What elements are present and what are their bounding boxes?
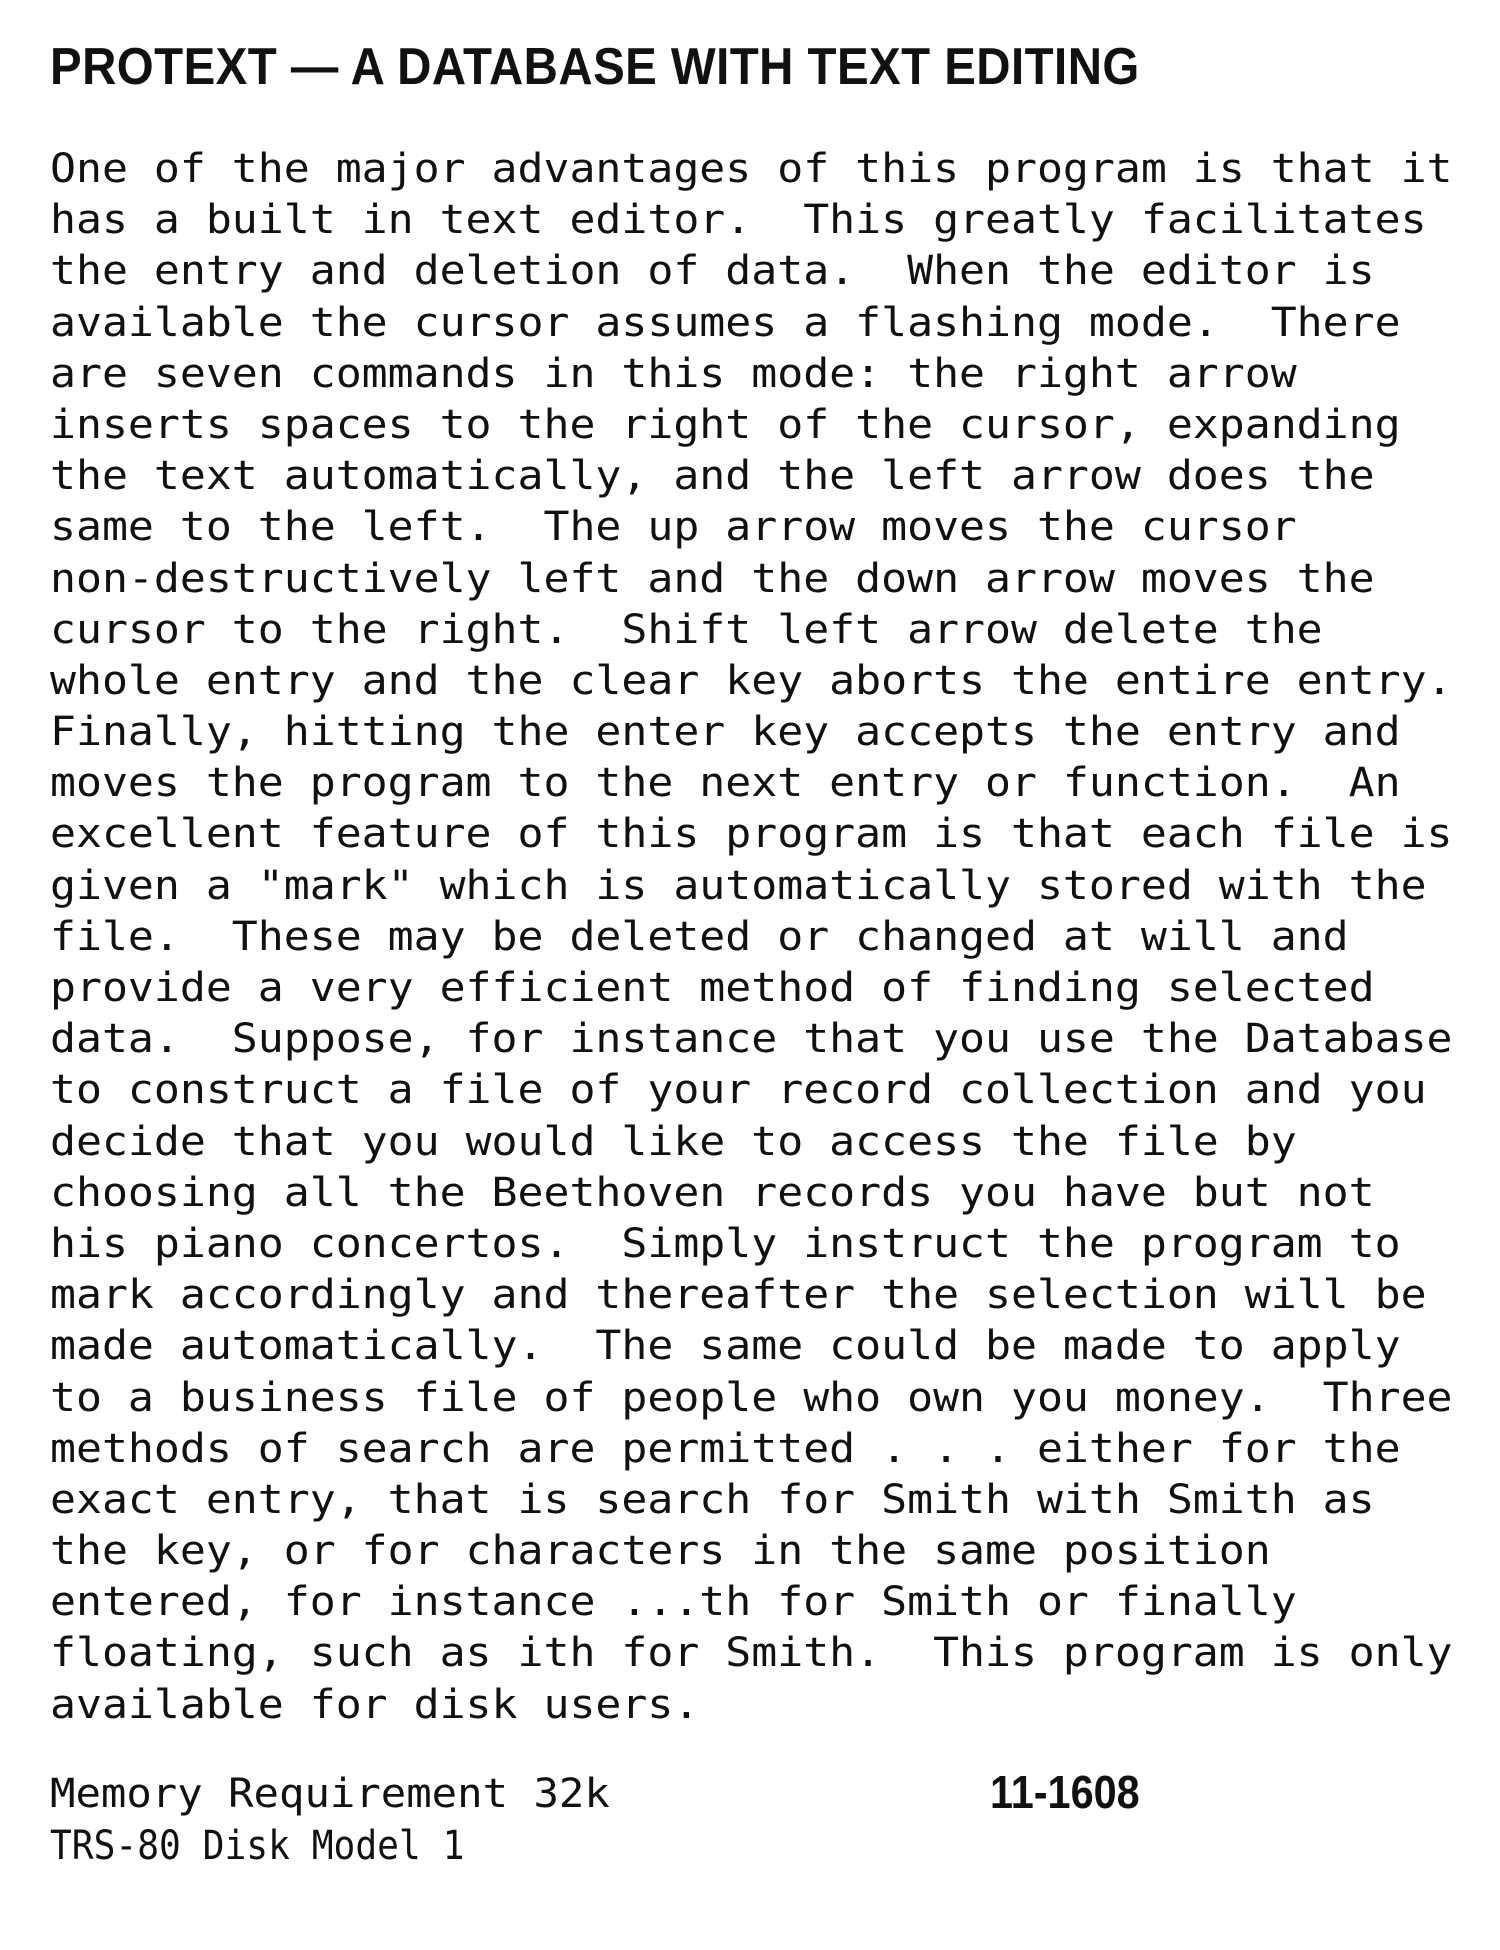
- text-line: his piano concertos. Simply instruct the program to: [50, 1220, 1401, 1267]
- text-line: same to the left. The up arrow moves the cursor: [50, 504, 1297, 551]
- text-line: data. Suppose, for instance that you use the Database: [50, 1016, 1453, 1063]
- text-line: floating, such as ith for Smith. This program is only: [50, 1630, 1453, 1677]
- text-line: made automatically. The same could be made to apply: [50, 1323, 1401, 1370]
- text-line: file. These may be deleted or changed at will and: [50, 913, 1349, 960]
- text-line: Finally, hitting the enter key accepts the entry and: [50, 709, 1401, 756]
- description-text: [50, 144, 1453, 1731]
- system-model: TRS-80 Disk Model 1: [50, 1823, 465, 1869]
- text-line: One of the major advantages of this program is that it: [50, 146, 1453, 192]
- text-line: to a business file of people who own you money. Three: [50, 1374, 1453, 1421]
- system-requirements: [50, 1768, 610, 1872]
- document-title: PROTEXT — A DATABASE WITH TEXT EDITING: [50, 38, 1140, 96]
- text-line: given a "mark" which is automatically stored with the: [50, 862, 1427, 909]
- text-line: entered, for instance ...th for Smith or finally: [50, 1579, 1297, 1626]
- text-line: to construct a file of your record collection and you: [50, 1067, 1427, 1114]
- text-line: provide a very efficient method of finding selected: [50, 965, 1375, 1011]
- text-line: moves the program to the next entry or function. An: [50, 760, 1401, 807]
- text-line: has a built in text editor. This greatly facilitates: [50, 197, 1427, 244]
- text-line: non-destructively left and the down arrow moves the: [50, 555, 1375, 602]
- text-line: are seven commands in this mode: the right arrow: [50, 350, 1297, 397]
- text-line: methods of search are permitted . . . either for the: [50, 1425, 1401, 1472]
- catalog-number: 11-1608: [990, 1766, 1140, 1818]
- text-line: inserts spaces to the right of the cursor, expanding: [50, 401, 1401, 448]
- text-line: the key, or for characters in the same position: [50, 1528, 1271, 1575]
- text-line: excellent feature of this program is that each file is: [50, 811, 1453, 858]
- text-line: the text automatically, and the left arrow does the: [50, 453, 1375, 500]
- text-line: available for disk users.: [50, 1681, 700, 1728]
- text-line: exact entry, that is search for Smith with Smith as: [50, 1476, 1375, 1523]
- text-line: cursor to the right. Shift left arrow delete the: [50, 606, 1323, 653]
- text-line: decide that you would like to access the file by: [50, 1118, 1297, 1165]
- text-line: choosing all the Beethoven records you have but not: [50, 1169, 1375, 1216]
- text-line: whole entry and the clear key aborts the entire entry.: [50, 657, 1453, 704]
- text-line: mark accordingly and thereafter the selection will be: [50, 1272, 1427, 1319]
- text-line: the entry and deletion of data. When the editor is: [50, 248, 1375, 295]
- text-line: available the cursor assumes a flashing mode. There: [50, 299, 1401, 346]
- memory-requirement: Memory Requirement 32k: [50, 1771, 610, 1817]
